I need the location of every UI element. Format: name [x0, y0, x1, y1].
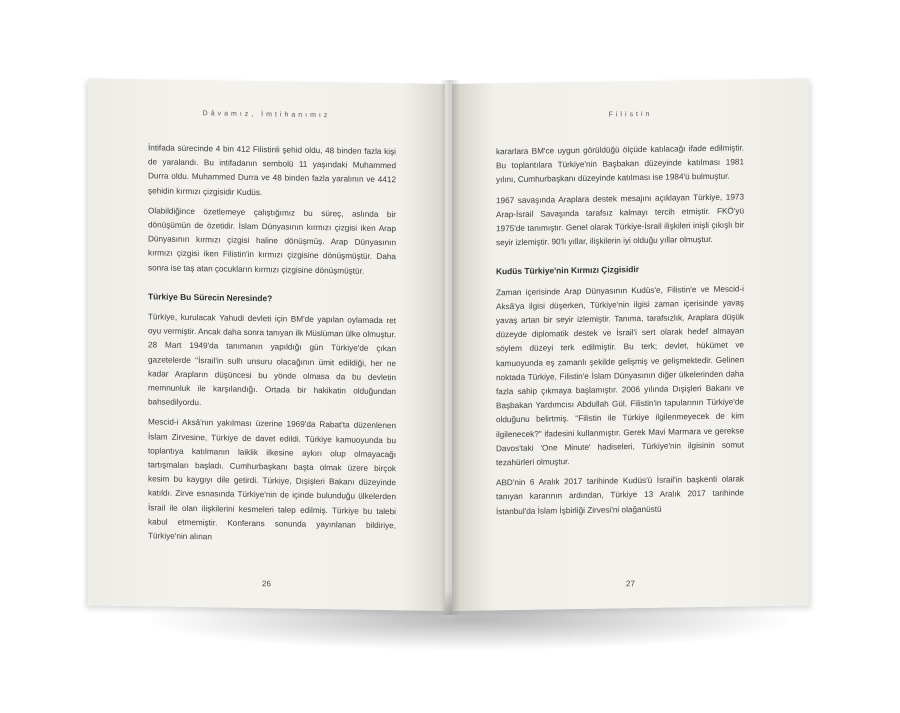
- left-text-block: [148, 141, 396, 553]
- paragraph: Zaman içerisinde Arap Dünyasının Kudüs'e, Filistin'e ve Mescid-i Aksâ'ya ilgisi düşerken, Türkiye'nin ilgisi zaman içerisinde yavaş yavaş artan bir seyir izlemiştir. Tanıma, tarafsızlık, Araplara düşük düzeyde diplomatik destek ve İsrail'i sert olarak hedef almayan söylem düzeyi terk edilmiştir. Bu terk; devlet, hükümet ve kamuoyunda eş zamanlı şekilde gelişmiş ve gelişmektedir. Gelinen noktada Türkiye, Filistin'e İslam Dünyasının diğer ülkelerinden daha fazla sahip çıkmaya başlamıştır. 2006 yılında Dışişleri Bakanı ve Başbakan Yardımcısı Abdullah Gül, Filistin'in tapularının Türkiye'de olduğunu belirtmiş. "Filistin ile Türkiye ilgilenmeyecek de kim ilgilenecek?" ifadesini kullanmıştır. Gerek Mavi Marmara ve gerekse Davos'taki 'One Minute' hadiseleri, Türkiye'nin ilgisinin somut tezahürleri olmuştur.: [496, 284, 744, 468]
- left-page-number: 26: [262, 579, 271, 589]
- paragraph: Türkiye, kurulacak Yahudi devleti için BM'de yapılan oylamada ret oyu vermiştir. Ancak daha sonra tanıyan ilk Müslüman ülke olmuştur. 28 Mart 1949'da tanımanın yapıldığı gün Türkiye'de çıkan gazetelerde "İsrail'in sulh unsuru olacağının ümit edildiği, her ne kadar Arapların düşüncesi bu yönde olmasa da bu devletin memnunluk ile karşılandığı. Ortada bir hakikatin olduğundan bahsedilyordu.: [148, 312, 397, 408]
- left-running-head: Dâvamız, İmtihanımız: [202, 110, 331, 120]
- paragraph: Olabildiğince özetlemeye çalıştığımız bu süreç, aslında bir dönüşümün de özetidir. İslam Dünyasının kırmızı çizgisi iken Arap Dünyasının kırmızı çizgisi haline dönüşmüş. Arap Dünyasının kırmızı çizgisi iken Filistin'in kırmızı çizgisine dönüşmüştür. Daha sonra ise taş atan çocukların kırmızı çizgisine dönüşmüştür.: [148, 206, 396, 276]
- book-gutter: [440, 80, 460, 615]
- paragraph: Mescid-i Aksâ'nın yakılması üzerine 1969'da Rabat'ta düzenlenen İslam Zirvesine, Türkiye de davet edildi. Türkiye kamuoyunda bu toplantıya katılmanın laiklik ilkesine aykırı olup olmayacağı tartışmaları başladı. Cumhurbaşkanı başta olmak üzere birçok kesim bu kaygıyı dile getirdi. Türkiye, Dışişleri Bakanı düzeyinde katıldı. Zirve esnasında Türkiye'nin de içinde bulunduğu ülkelerden İsrail ile olan ilişkilerini kesmeleri talep edilmiş. Türkiye bu talebi kabul etmemiştir. Konferans sonunda yayınlanan bildiriye, Türkiye'nin alınan: [148, 417, 396, 542]
- right-running-head: Filistin: [608, 110, 653, 119]
- paragraph: İntifada sürecinde 4 bin 412 Filistinli şehid oldu, 48 binden fazla kişi de yaralandı. Bu intifadanın sembolü 11 yaşındaki Muhammed Durra oldu. Muhammed Durra ve 48 binden fazla yaralının ve 4412 şehidin kırmızı çizgisidir Kudüs.: [148, 143, 396, 197]
- left-page: [88, 78, 445, 611]
- right-text-block: [496, 141, 744, 525]
- right-page-number: 27: [626, 579, 635, 589]
- right-page: [452, 78, 809, 611]
- paragraph: ABD'nin 6 Aralık 2017 tarihinde Kudüs'ü İsrail'in başkenti olarak tanıyan kararının ardından, Türkiye 13 Aralık 2017 tarihinde İstanbul'da İslam İşbirliği Zirvesi'ni olağanüstü: [496, 474, 744, 516]
- paragraph: kararlara BM'ce uygun görüldüğü ölçüde katılacağı ifade edilmiştir. Bu toplantılara Türkiye'nin Başbakan düzeyinde katılması 1981 yılını, Cumhurbaşkanı düzeyinde katılması ise 1984'ü bulmuştur.: [496, 143, 744, 185]
- paragraph: 1967 savaşında Araplara destek mesajını açıklayan Türkiye, 1973 Arap-İsrail Savaşında tarafsız kalmayı tercih etmiştir. FKÖ'yü 1975'de tanımıştır. Genel olarak Türkiye-İsrail ilişkileri inişli çıkışlı bir seyir izlemiştir. 90'lı yıllar, ilişkilerin iyi olduğu yıllar olmuştur.: [496, 192, 744, 248]
- section-heading: Kudüs Türkiye'nin Kırmızı Çizgisidir: [496, 264, 639, 277]
- section-heading: Türkiye Bu Sürecin Neresinde?: [148, 291, 273, 304]
